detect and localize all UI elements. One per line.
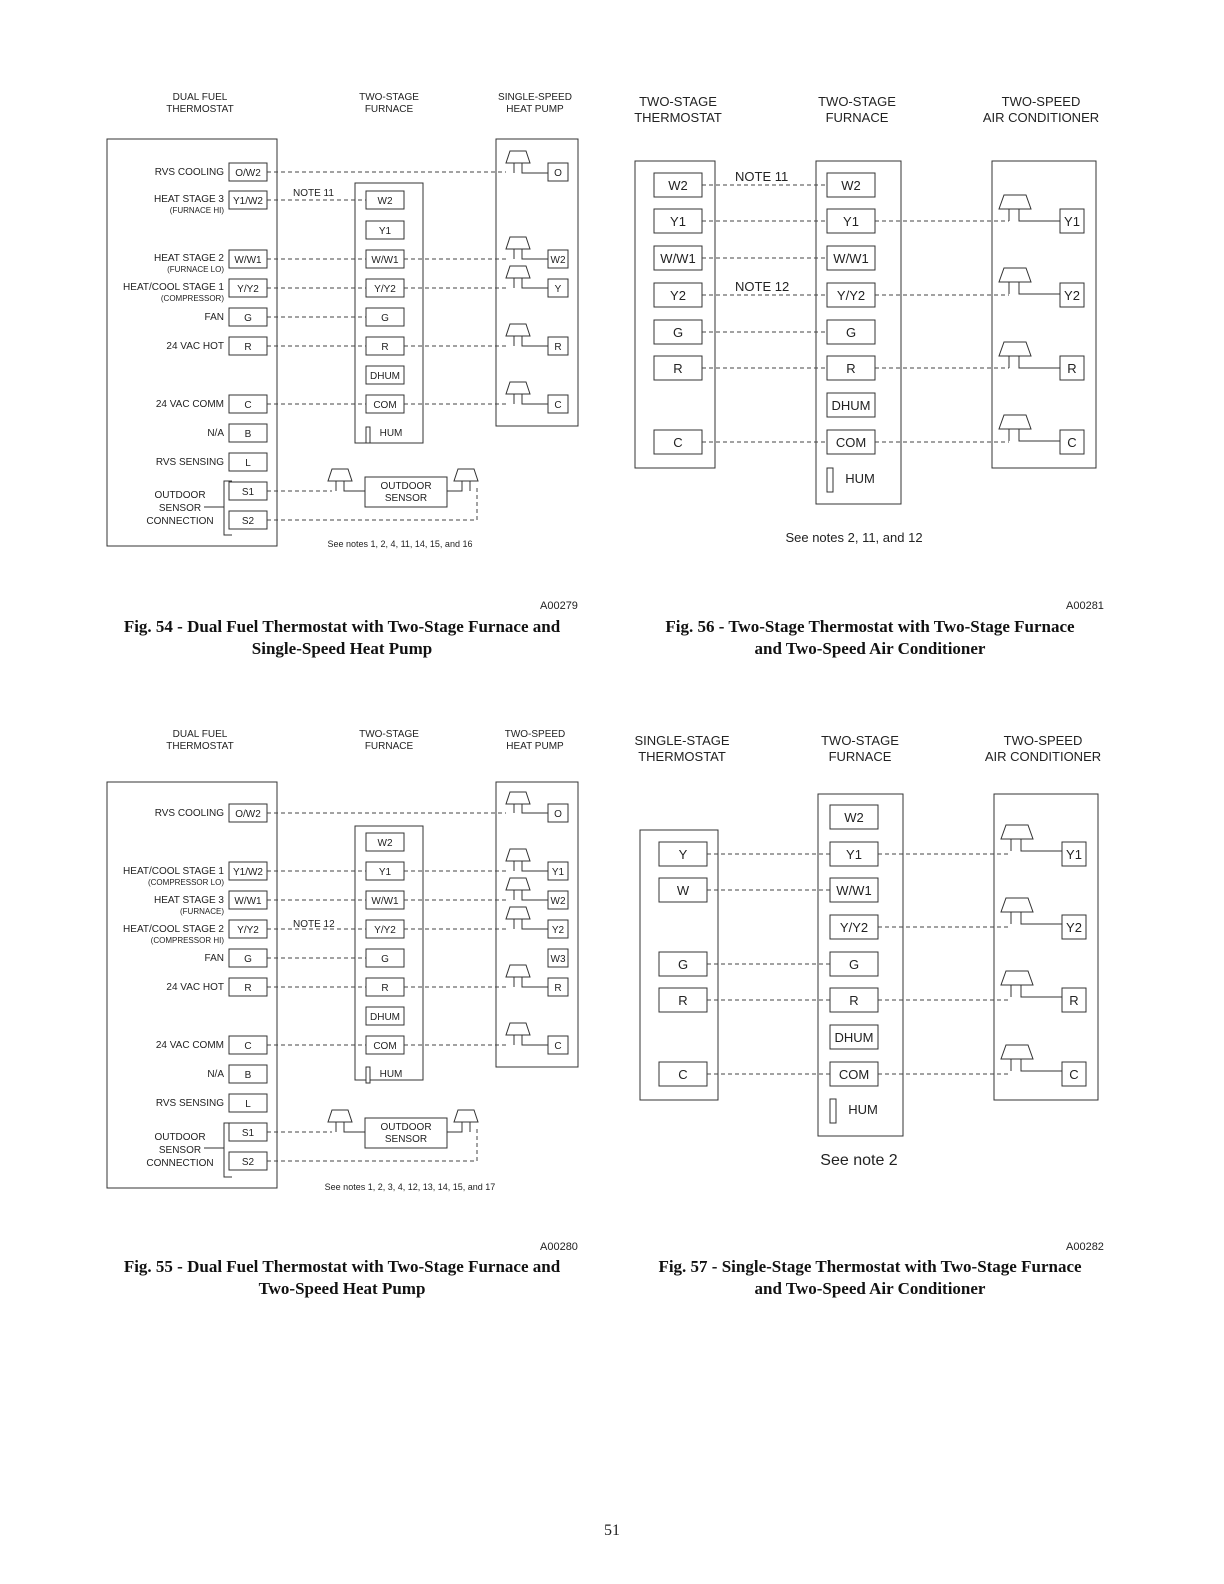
label-rvs-cooling: RVS COOLING: [154, 167, 224, 178]
fig57-footnote: See note 2: [820, 1152, 898, 1169]
fig57-caption-line2: and Two-Speed Air Conditioner: [754, 1279, 986, 1298]
furnace-hum: HUM: [379, 1069, 403, 1080]
ac-r: R: [1069, 993, 1079, 1008]
furnace-r: R: [849, 993, 859, 1008]
furnace-r: R: [381, 342, 389, 353]
fig54-diagram: [100, 85, 600, 565]
label-sensor: SENSOR: [158, 1145, 202, 1156]
fig56-caption-line2: and Two-Speed Air Conditioner: [754, 639, 986, 658]
ac-r: R: [1067, 361, 1077, 376]
outdoor-title-2: AIR CONDITIONER: [982, 110, 1100, 125]
ac-y2: Y2: [1064, 288, 1080, 303]
fig55-caption-line2: Two-Speed Heat Pump: [258, 1279, 426, 1298]
furnace-title-2: FURNACE: [364, 104, 414, 115]
label-heat-stage-3: HEAT STAGE 3: [153, 194, 224, 205]
ac-y2: Y2: [1066, 920, 1082, 935]
outdoor-title-1: TWO-SPEED: [1001, 94, 1081, 109]
fig55-footnote: See notes 1, 2, 3, 4, 12, 13, 14, 15, and 17: [324, 1182, 496, 1192]
fig57-code: A00282: [1066, 1241, 1104, 1253]
label-24vac-comm: 24 VAC COMM: [155, 1040, 224, 1051]
hp-y2: Y2: [551, 925, 565, 936]
label-heat-stage-3: HEAT STAGE 3: [153, 895, 224, 906]
thermostat-title-2: THERMOSTAT: [638, 749, 726, 764]
term-w-w1: W/W1: [234, 255, 262, 266]
furnace-hum: HUM: [379, 428, 403, 439]
furnace-title-1: TWO-STAGE: [821, 733, 899, 748]
furnace-g: G: [381, 313, 389, 324]
outdoor-sensor-2: SENSOR: [384, 493, 428, 504]
tstat-y: Y: [678, 847, 688, 862]
term-s1: S1: [241, 1128, 255, 1139]
furnace-y1: Y1: [843, 214, 859, 229]
tstat-c: C: [678, 1067, 688, 1082]
tstat-r: R: [673, 361, 683, 376]
outdoor-title-1: TWO-SPEED: [1003, 733, 1083, 748]
fig57-caption: [590, 1256, 1150, 1300]
term-s2: S2: [241, 1157, 255, 1168]
tstat-r: R: [678, 993, 688, 1008]
term-y1-w2: Y1/W2: [232, 196, 264, 207]
fig55-code: A00280: [540, 1241, 578, 1253]
sublabel-heat-stage-2: (FURNACE LO): [167, 265, 224, 274]
tstat-w-w1: W/W1: [660, 251, 696, 266]
furnace-com: COM: [835, 435, 867, 450]
furnace-com: COM: [838, 1067, 870, 1082]
thermostat-title-1: DUAL FUEL: [172, 92, 228, 103]
label-outdoor: OUTDOOR: [154, 1132, 206, 1143]
furnace-w2: W2: [841, 178, 861, 193]
furnace-y-y2: Y/Y2: [374, 284, 396, 295]
furnace-y1: Y1: [846, 847, 862, 862]
hp-w2: W2: [550, 255, 566, 266]
label-fan: FAN: [204, 312, 224, 323]
fig55-caption-line1: Fig. 55 - Dual Fuel Thermostat with Two-Stage Furnace and: [123, 1257, 561, 1276]
furnace-y1: Y1: [378, 226, 392, 237]
term-y1-w2: Y1/W2: [232, 867, 264, 878]
outdoor-sensor-1: OUTDOOR: [380, 1122, 432, 1133]
furnace-w2: W2: [844, 810, 864, 825]
label-heat-cool-stage-1: HEAT/COOL STAGE 1: [123, 866, 224, 877]
furnace-g: G: [845, 325, 857, 340]
hp-c: C: [554, 1041, 562, 1052]
page-number: 51: [604, 1522, 620, 1539]
label-rvs-sensing: RVS SENSING: [155, 1098, 224, 1109]
furnace-r: R: [381, 983, 389, 994]
label-rvs-cooling: RVS COOLING: [154, 808, 224, 819]
label-fan: FAN: [204, 953, 224, 964]
thermostat-title-1: DUAL FUEL: [172, 729, 228, 740]
label-connection: CONNECTION: [146, 1158, 214, 1169]
fig56-code: A00281: [1066, 600, 1104, 612]
term-b: B: [244, 429, 252, 440]
note-11: NOTE 11: [735, 169, 789, 184]
furnace-title-2: FURNACE: [825, 110, 889, 125]
furnace-w-w1: W/W1: [836, 883, 872, 898]
tstat-g: G: [672, 325, 684, 340]
outdoor-title-2: HEAT PUMP: [506, 104, 564, 115]
fig54-caption-line1: Fig. 54 - Dual Fuel Thermostat with Two-Stage Furnace and: [123, 617, 561, 636]
label-na: N/A: [207, 1069, 224, 1080]
furnace-dhum: DHUM: [831, 398, 871, 413]
tstat-g: G: [677, 957, 689, 972]
furnace-hum: HUM: [848, 1102, 878, 1117]
term-w-w1: W/W1: [234, 896, 262, 907]
label-connection: CONNECTION: [146, 516, 214, 527]
furnace-hum: HUM: [845, 471, 875, 486]
fig55-diagram: [100, 722, 600, 1202]
note-12: NOTE 12: [293, 919, 335, 930]
term-r: R: [244, 342, 252, 353]
hp-o: O: [554, 168, 562, 179]
hp-w3: W3: [550, 954, 566, 965]
term-s2: S2: [241, 516, 255, 527]
hp-y: Y: [554, 284, 562, 295]
furnace-title-1: TWO-STAGE: [359, 92, 419, 103]
term-c: C: [244, 1041, 252, 1052]
label-heat-cool-stage-1: HEAT/COOL STAGE 1: [123, 282, 224, 293]
fig54-caption: [62, 616, 622, 660]
furnace-title-1: TWO-STAGE: [818, 94, 896, 109]
fig56-caption-line1: Fig. 56 - Two-Stage Thermostat with Two-Stage Furnace: [665, 617, 1075, 636]
fig54-code: A00279: [540, 600, 578, 612]
outdoor-sensor-2: SENSOR: [384, 1134, 428, 1145]
hp-c: C: [554, 400, 562, 411]
term-o-w2: O/W2: [235, 168, 261, 179]
ac-y1: Y1: [1066, 847, 1082, 862]
furnace-g: G: [848, 957, 860, 972]
ac-c: C: [1067, 435, 1077, 450]
furnace-g: G: [381, 954, 389, 965]
sublabel-heat-cool-stage-2: (COMPRESSOR HI): [150, 936, 224, 945]
furnace-y-y2: Y/Y2: [374, 925, 396, 936]
label-24vac-comm: 24 VAC COMM: [155, 399, 224, 410]
fig54-footnote: See notes 1, 2, 4, 11, 14, 15, and 16: [327, 539, 473, 549]
outdoor-title-1: SINGLE-SPEED: [498, 92, 572, 103]
furnace-dhum: DHUM: [370, 371, 400, 382]
thermostat-title-1: SINGLE-STAGE: [634, 733, 730, 748]
term-s1: S1: [241, 487, 255, 498]
furnace-r: R: [846, 361, 856, 376]
label-outdoor: OUTDOOR: [154, 490, 206, 501]
outdoor-title-2: HEAT PUMP: [506, 741, 564, 752]
sublabel-heat-stage-3: (FURNACE): [180, 907, 224, 916]
note-12: NOTE 12: [735, 279, 790, 294]
label-heat-cool-stage-2: HEAT/COOL STAGE 2: [123, 924, 224, 935]
outdoor-sensor-1: OUTDOOR: [380, 481, 432, 492]
furnace-w2: W2: [377, 196, 393, 207]
fig55-caption: [62, 1256, 622, 1300]
furnace-w2: W2: [377, 838, 393, 849]
term-l: L: [245, 1099, 251, 1110]
hp-y1: Y1: [551, 867, 565, 878]
label-24vac-hot: 24 VAC HOT: [166, 341, 224, 352]
term-g: G: [244, 313, 252, 324]
hp-r: R: [554, 342, 562, 353]
furnace-w-w1: W/W1: [371, 255, 399, 266]
hp-r: R: [554, 983, 562, 994]
sublabel-heat-cool-stage-1: (COMPRESSOR LO): [147, 878, 224, 887]
thermostat-title-1: TWO-STAGE: [639, 94, 717, 109]
term-r: R: [244, 983, 252, 994]
outdoor-title-1: TWO-SPEED: [504, 729, 566, 740]
furnace-com: COM: [373, 1041, 397, 1052]
term-g: G: [244, 954, 252, 965]
label-sensor: SENSOR: [158, 503, 202, 514]
sublabel-heat-cool-stage-1: (COMPRESSOR): [160, 294, 224, 303]
furnace-y1: Y1: [378, 867, 392, 878]
fig56-diagram: [620, 85, 1120, 555]
furnace-title-1: TWO-STAGE: [359, 729, 419, 740]
furnace-y-y2: Y/Y2: [839, 920, 869, 935]
hp-o: O: [554, 809, 562, 820]
furnace-title-2: FURNACE: [828, 749, 892, 764]
ac-y1: Y1: [1064, 214, 1080, 229]
term-y-y2: Y/Y2: [237, 925, 259, 936]
fig54-caption-line2: Single-Speed Heat Pump: [251, 639, 433, 658]
furnace-com: COM: [373, 400, 397, 411]
sublabel-heat-stage-3: (FURNACE HI): [169, 206, 224, 215]
outdoor-title-2: AIR CONDITIONER: [984, 749, 1102, 764]
tstat-y1: Y1: [670, 214, 686, 229]
tstat-w: W: [676, 883, 690, 898]
furnace-dhum: DHUM: [370, 1012, 400, 1023]
fig57-caption-line1: Fig. 57 - Single-Stage Thermostat with Two-Stage Furnace: [658, 1257, 1082, 1276]
tstat-c: C: [673, 435, 683, 450]
furnace-y-y2: Y/Y2: [836, 288, 866, 303]
term-c: C: [244, 400, 252, 411]
label-rvs-sensing: RVS SENSING: [155, 457, 224, 468]
ac-c: C: [1069, 1067, 1079, 1082]
thermostat-title-2: THERMOSTAT: [634, 110, 722, 125]
term-o-w2: O/W2: [235, 809, 261, 820]
furnace-title-2: FURNACE: [364, 741, 414, 752]
furnace-dhum: DHUM: [834, 1030, 874, 1045]
term-b: B: [244, 1070, 252, 1081]
note-11: NOTE 11: [293, 188, 334, 199]
label-na: N/A: [207, 428, 224, 439]
thermostat-title-2: THERMOSTAT: [166, 741, 234, 752]
fig56-footnote: See notes 2, 11, and 12: [785, 530, 923, 545]
tstat-y2: Y2: [670, 288, 686, 303]
term-y-y2: Y/Y2: [237, 284, 259, 295]
hp-w2: W2: [550, 896, 566, 907]
fig57-diagram: [620, 725, 1120, 1185]
tstat-w2: W2: [668, 178, 688, 193]
label-24vac-hot: 24 VAC HOT: [166, 982, 224, 993]
thermostat-title-2: THERMOSTAT: [166, 104, 234, 115]
term-l: L: [245, 458, 251, 469]
furnace-w-w1: W/W1: [833, 251, 869, 266]
furnace-w-w1: W/W1: [371, 896, 399, 907]
fig56-caption: [590, 616, 1150, 660]
label-heat-stage-2: HEAT STAGE 2: [153, 253, 224, 264]
